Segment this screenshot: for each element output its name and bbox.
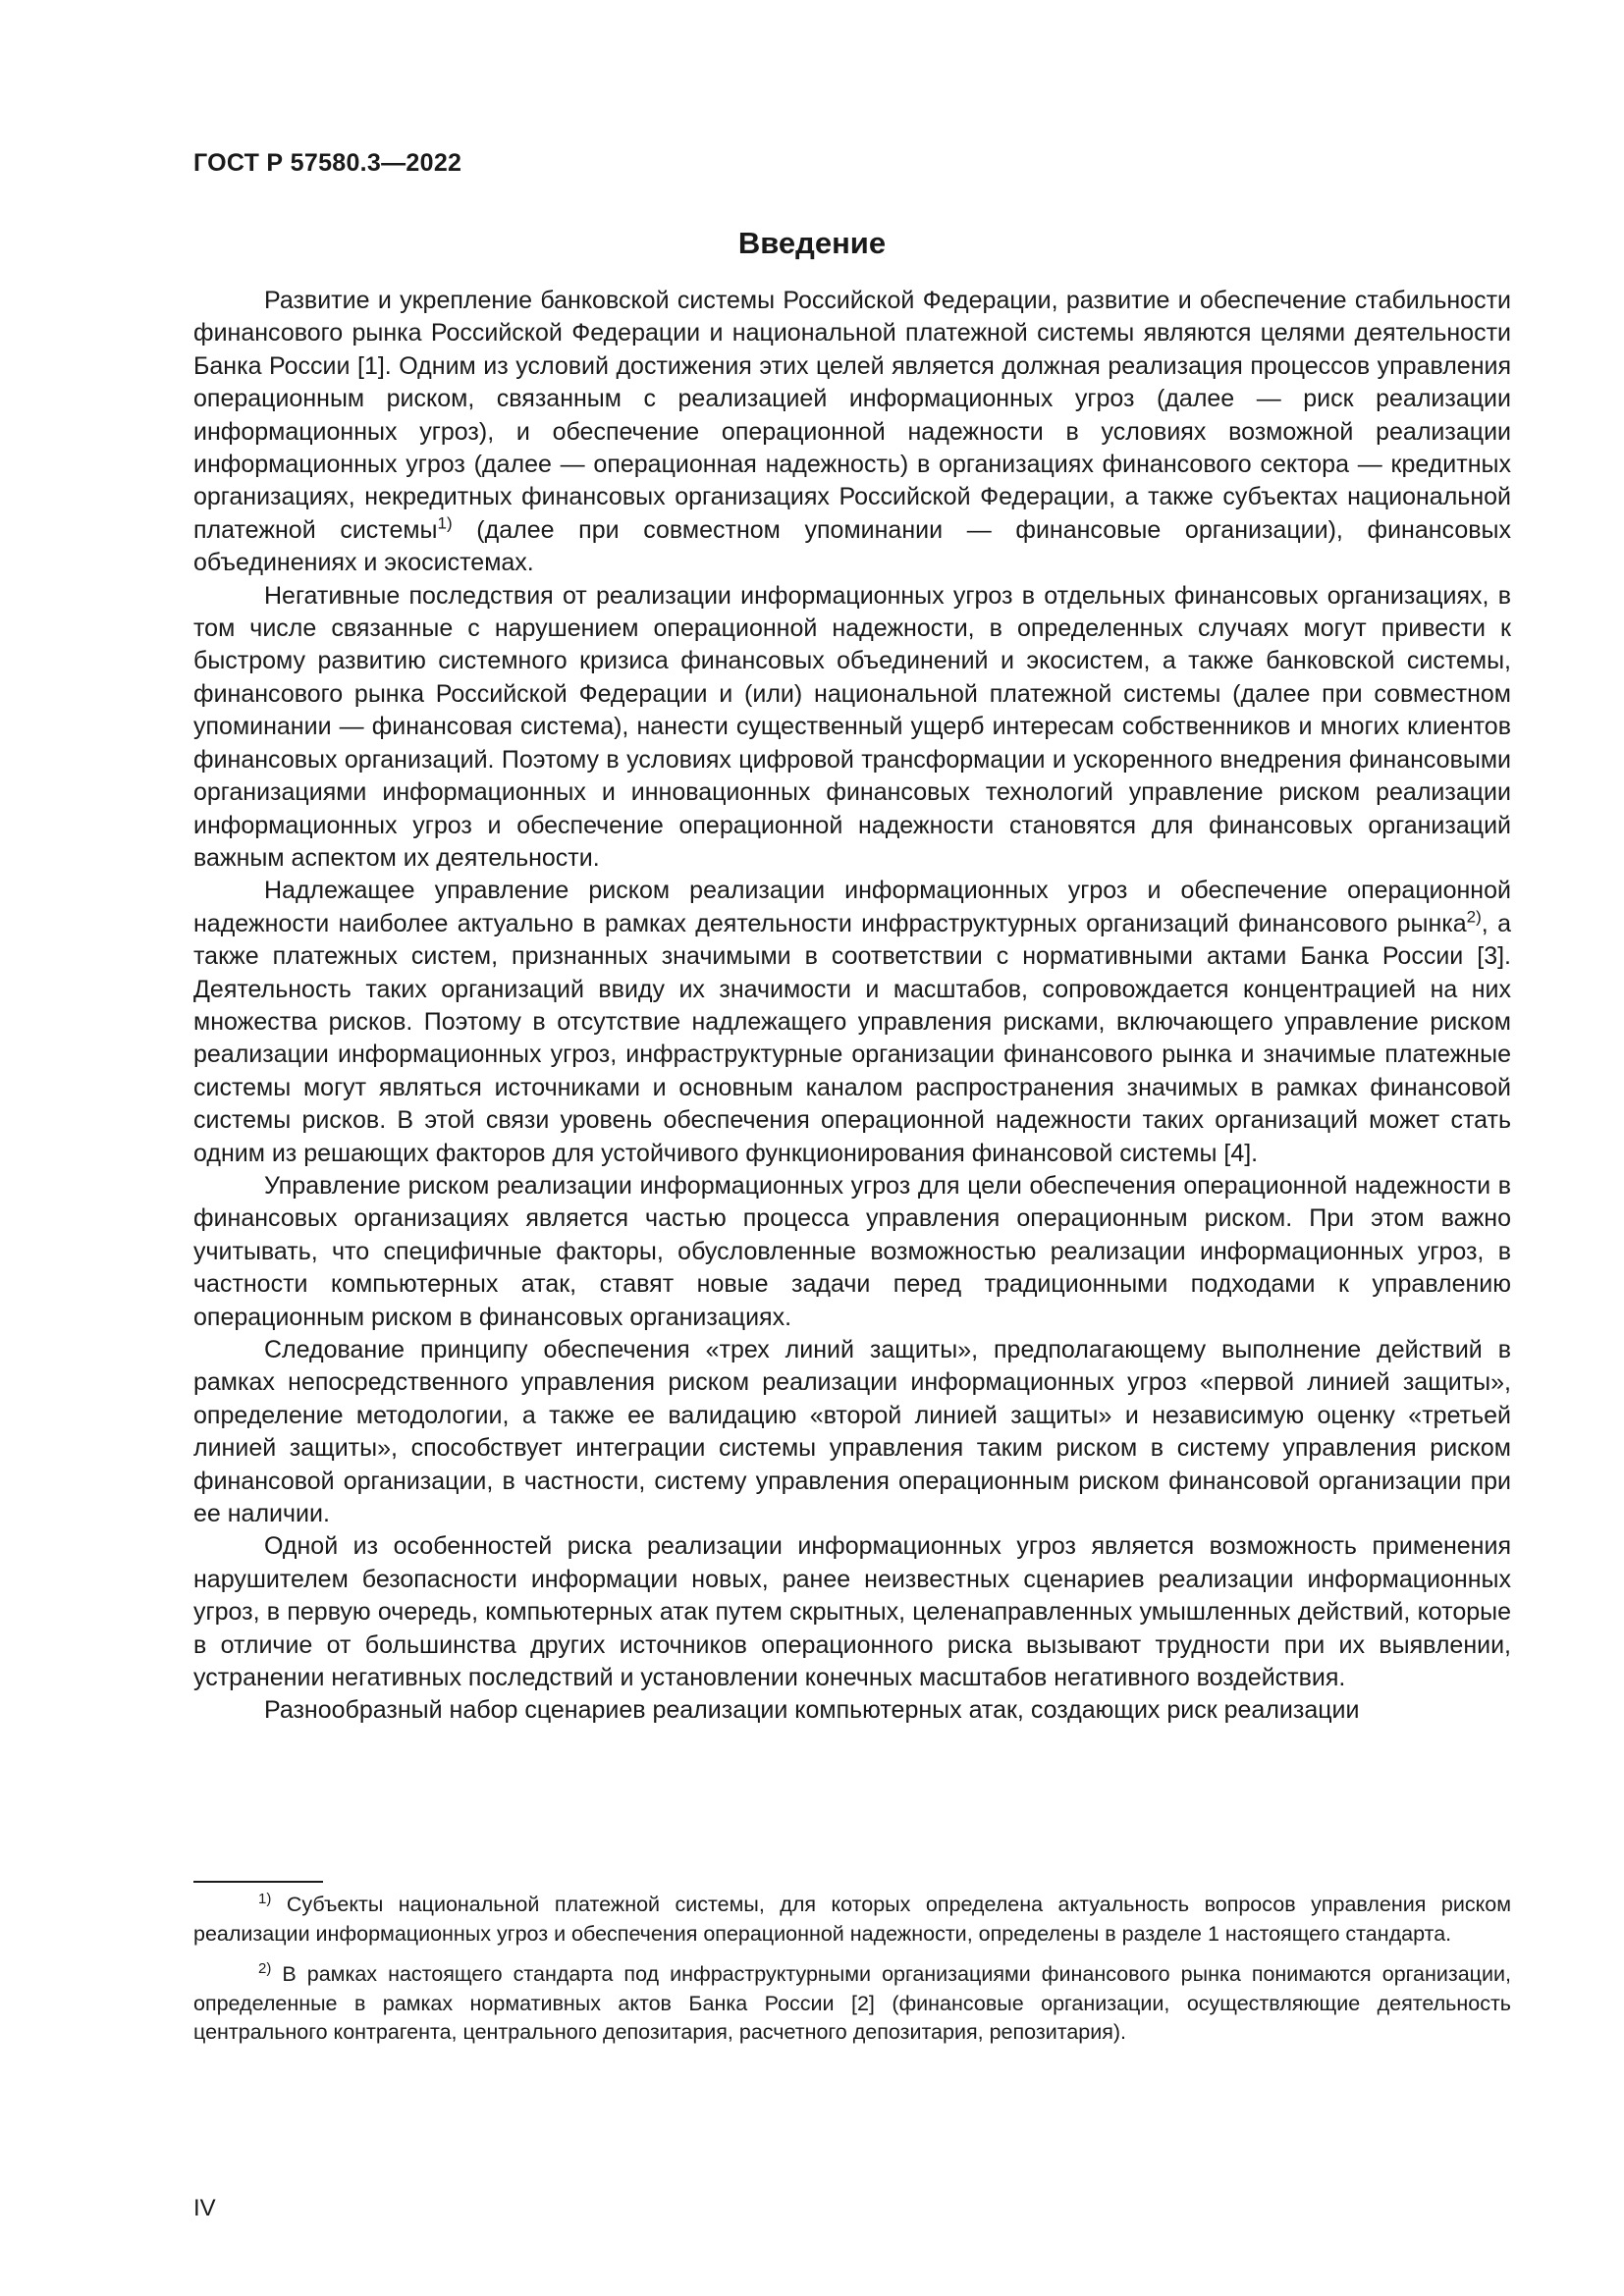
paragraph-text: Негативные последствия от реализации информационных угроз в отдельных финансовых организациях, в том числе связанные с нарушением операционной надежности, в определенных случаях могут привести к быстрому развитию системного кризиса финансовых объединений и экосистем, а также банковской системы, финансового рынка Российской Федерации и (или) национальной платежной системы (далее при совместном упоминании — финансовая система), нанести существенный ущерб интересам собственников и многих клиентов финансовых организаций. Поэтому в условиях цифровой трансформации и ускоренного внедрения финансовыми организациями информационных и инновационных финансовых технологий управление риском реализации информационных угроз и обеспечение операционной надежности становятся для финансовых организаций важным аспектом их деятельности. xyxy=(193,581,1511,872)
paragraph-text: Разнообразный набор сценариев реализации компьютерных атак, создающих риск реализации xyxy=(264,1696,1360,1725)
paragraph-text: Управление риском реализации информационных угроз для цели обеспечения операционной надежности в финансовых организациях является частью процесса управления операционным риском. При этом важно учитывать, что специфичные факторы, обусловленные возможностью реализации информационных угроз, в частности компьютерных атак, ставят новые задачи перед традиционными подходами к управлению операционным риском в финансовых организациях. xyxy=(193,1171,1511,1331)
paragraph-3 xyxy=(193,875,1511,1170)
footnotes xyxy=(193,1891,1511,2059)
footnote-1 xyxy=(193,1891,1511,1949)
footnote-text: В рамках настоящего стандарта под инфраструктурными организациями финансового рынка понимаются организации, определенные в рамках нормативных актов Банка России [2] (финансовые организации, осуществляющие деятельность центрального контрагента, центрального депозитария, расчетного депозитария, репозитария). xyxy=(193,1962,1511,2044)
body-text xyxy=(193,285,1511,1728)
footnote-text: Субъекты национальной платежной системы, для которых определена актуальность вопросов управления риском реализации информационных угроз и обеспечения операционной надежности, определены в разделе 1 настоящего стандарта. xyxy=(193,1893,1511,1946)
paragraph-5 xyxy=(193,1334,1511,1530)
footnote-mark: 2) xyxy=(258,1959,272,1977)
footnote-2 xyxy=(193,1960,1511,2048)
paragraph-7 xyxy=(193,1694,1511,1727)
paragraph-6 xyxy=(193,1530,1511,1694)
paragraph-text: , а также платежных систем, признанных значимыми в соответствии с нормативными актами Банка России [3]. Деятельность таких организаций ввиду их значимости и масштабов, сопровождается концентрацией на них множества рисков. Поэтому в отсутствие надлежащего управления рисками, включающего управление риском реализации информационных угроз, инфраструктурные организации финансового рынка и значимые платежные системы могут являться источниками и основным каналом распространения значимых в рамках финансовой системы рисков. В этой связи уровень обеспечения операционной надежности таких организаций может стать одним из решающих факторов для устойчивого функционирования финансовой системы [4]. xyxy=(193,909,1511,1167)
paragraph-4 xyxy=(193,1170,1511,1334)
footnote-ref-2: 2) xyxy=(1466,907,1482,927)
paragraph-text: (далее при совместном упоминании — финансовые организации), финансовых объединениях и экосистемах. xyxy=(193,515,1511,577)
paragraph-2 xyxy=(193,580,1511,876)
paragraph-text: Надлежащее управление риском реализации информационных угроз и обеспечение операционной надежности наиболее актуально в рамках деятельности инфраструктурных организаций финансового рынка xyxy=(193,877,1511,937)
paragraph-text: Развитие и укрепление банковской системы Российской Федерации, развитие и обеспечение стабильности финансового рынка Российской Федерации и национальной платежной системы являются целями деятельности Банка России [1]. Одним из условий достижения этих целей является должная реализация процессов управления операционным риском, связанным с реализацией информационных угроз (далее — риск реализации информационных угроз), и обеспечение операционной надежности в условиях возможной реализации информационных угроз (далее — операционная надежность) в организациях финансового сектора — кредитных организациях, некредитных финансовых организациях Российской Федерации, а также субъектах национальной платежной системы xyxy=(193,287,1511,544)
standard-code-header: ГОСТ Р 57580.3—2022 xyxy=(193,149,462,177)
footnote-separator xyxy=(193,1881,323,1883)
footnote-mark: 1) xyxy=(258,1890,272,1907)
paragraph-1 xyxy=(193,285,1511,580)
paragraph-text: Следование принципу обеспечения «трех линий защиты», предполагающему выполнение действий в рамках непосредственного управления риском реализации информационных угроз «первой линией защиты», определение методологии, а также ее валидацию «второй линией защиты» и независимую оценку «третьей линией защиты», способствует интеграции системы управления таким риском в систему управления риском финансовой организации, в частности, систему управления операционным риском финансовой организации при ее наличии. xyxy=(193,1336,1511,1528)
paragraph-text: Одной из особенностей риска реализации информационных угроз является возможность применения нарушителем безопасности информации новых, ранее неизвестных сценариев реализации информационных угроз, в первую очередь, компьютерных атак путем скрытных, целенаправленных умышленных действий, которые в отличие от большинства других источников операционного риска вызывают трудности при их выявлении, устранении негативных последствий и установлении конечных масштабов негативного воздействия. xyxy=(193,1532,1511,1692)
footnote-ref-1: 1) xyxy=(437,513,453,533)
section-title: Введение xyxy=(737,226,887,260)
page-number: IV xyxy=(193,2195,216,2221)
